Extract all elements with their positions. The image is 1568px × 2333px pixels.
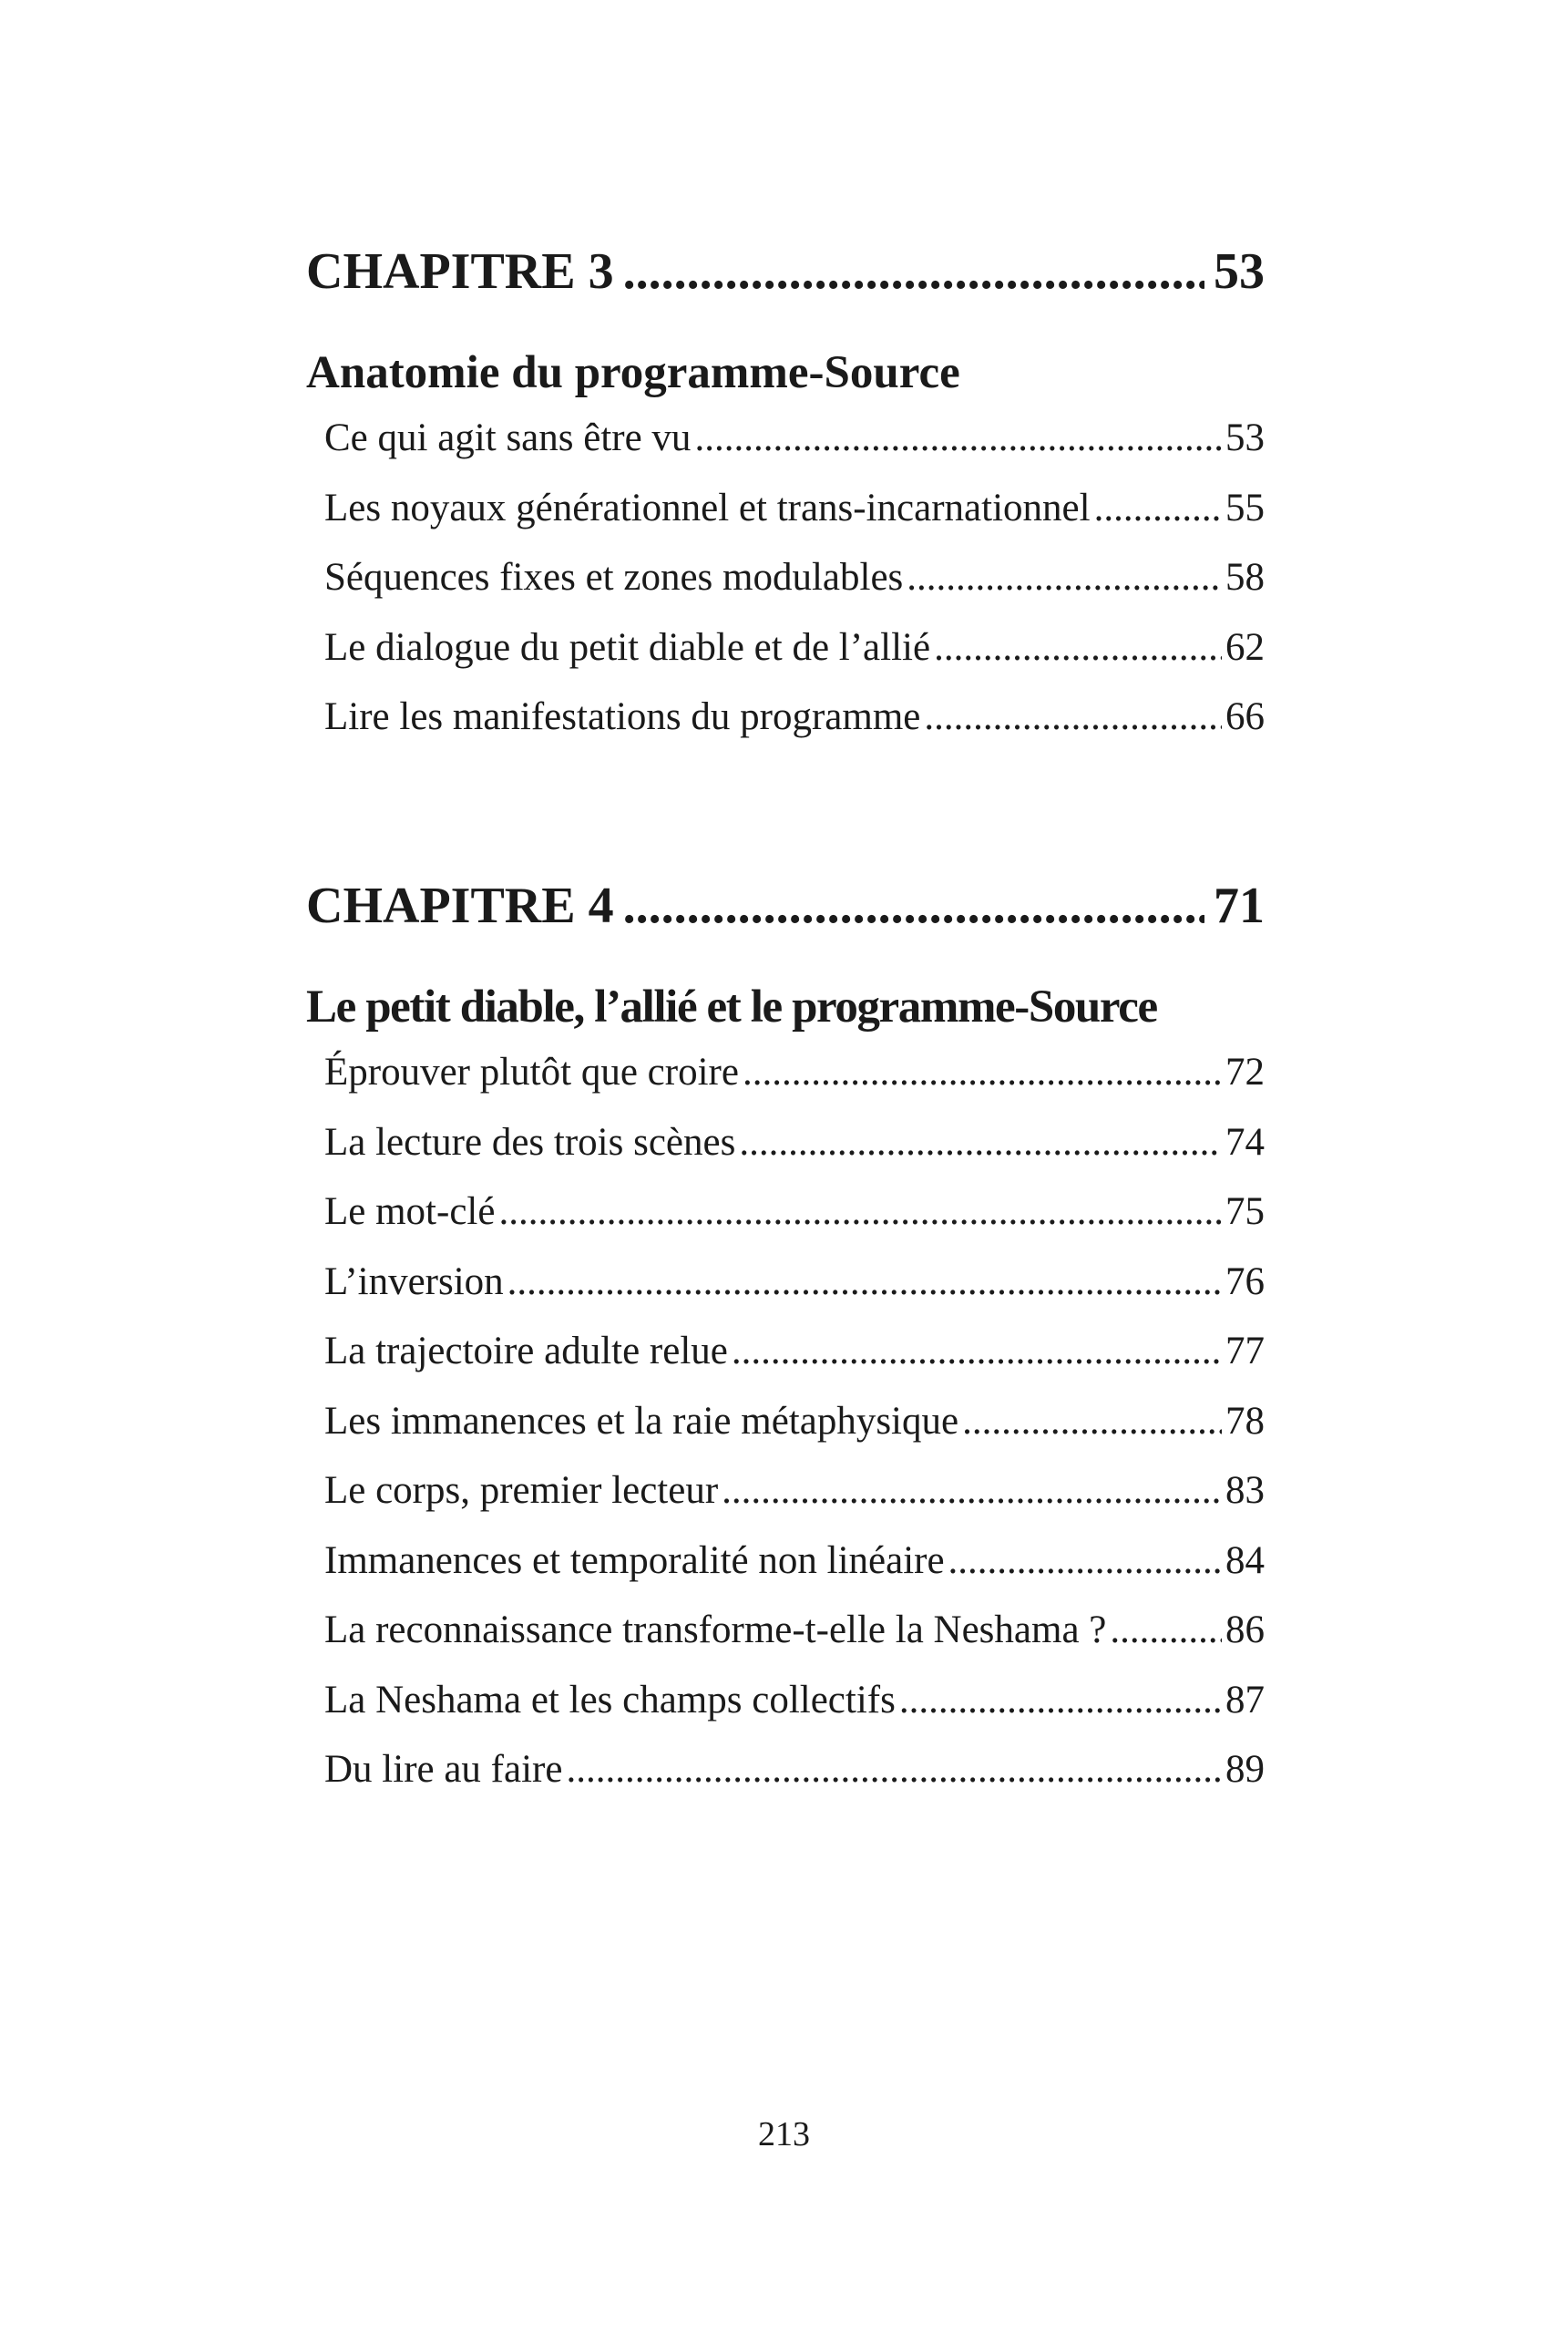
dot-leader: [1094, 486, 1222, 530]
toc-entry-title: Les immanences et la raie métaphysique: [324, 1399, 959, 1443]
toc-entry[interactable]: [306, 1608, 1265, 1678]
toc-entry-title: Immanences et temporalité non linéaire: [324, 1538, 945, 1582]
toc-entry[interactable]: [306, 1050, 1265, 1120]
dot-leader: [907, 555, 1222, 600]
dot-leader: [743, 1050, 1222, 1095]
dot-leader: [962, 1399, 1222, 1444]
dot-leader: [899, 1678, 1222, 1722]
toc-entry-title: Le corps, premier lecteur: [324, 1469, 719, 1512]
toc-entry-page: 72: [1225, 1051, 1265, 1094]
toc-entry-title: Séquences fixes et zones modulables: [324, 556, 904, 599]
toc-section-chapter-4: [306, 877, 1265, 1817]
toc-entry-title: Le mot-clé: [324, 1190, 496, 1233]
toc-entry-page: 66: [1225, 695, 1265, 738]
toc-entry-page: 58: [1225, 556, 1265, 599]
toc-entry-title: La reconnaissance transforme-t-elle la Neshama ?: [324, 1608, 1107, 1651]
toc-entry-title: Du lire au faire: [324, 1748, 563, 1791]
toc-entry-title: La lecture des trois scènes: [324, 1120, 736, 1164]
toc-entry-title: Ce qui agit sans être vu: [324, 416, 692, 459]
toc-entry-page: 84: [1225, 1538, 1265, 1582]
chapter-page-number: 53: [1214, 243, 1265, 300]
chapter-title: Le petit diable, l’allié et le programme-Source: [306, 982, 1157, 1033]
toc-entry[interactable]: [306, 555, 1265, 625]
toc-section-chapter-3: [306, 242, 1265, 765]
dot-leader: [732, 1329, 1222, 1373]
toc-entry-page: 86: [1225, 1608, 1265, 1651]
toc-entry-title: L’inversion: [324, 1259, 504, 1303]
toc-entry-page: 75: [1225, 1190, 1265, 1233]
toc-entry-title: La trajectoire adulte relue: [324, 1330, 728, 1372]
toc-entry[interactable]: [306, 416, 1265, 486]
toc-entry-page: 55: [1225, 486, 1265, 529]
toc-entry[interactable]: [306, 1747, 1265, 1817]
toc-entry-page: 78: [1225, 1399, 1265, 1443]
toc-entry-page: 53: [1225, 416, 1265, 459]
toc-entry[interactable]: [306, 1259, 1265, 1330]
toc-entry-page: 83: [1225, 1469, 1265, 1512]
toc-entry[interactable]: [306, 1399, 1265, 1469]
toc-entry-title: Le dialogue du petit diable et de l’allié: [324, 625, 931, 669]
toc-entry[interactable]: [306, 1329, 1265, 1399]
toc-entry-title: Lire les manifestations du programme: [324, 695, 921, 738]
toc-entry[interactable]: [306, 486, 1265, 556]
toc-entry-page: 89: [1225, 1748, 1265, 1791]
page-number: 213: [758, 2115, 810, 2153]
chapter-label: CHAPITRE 3: [306, 243, 614, 300]
chapter-title: Anatomie du programme-Source: [306, 347, 960, 398]
toc-entry-page: 77: [1225, 1330, 1265, 1372]
toc-entry[interactable]: [306, 1538, 1265, 1608]
toc-entry[interactable]: [306, 1678, 1265, 1748]
dot-leader: [507, 1259, 1222, 1304]
dot-leader: [948, 1538, 1222, 1583]
chapter-heading[interactable]: [306, 242, 1265, 315]
chapter-heading[interactable]: [306, 877, 1265, 950]
toc-entry[interactable]: [306, 694, 1265, 765]
toc-entry[interactable]: [306, 1189, 1265, 1259]
chapter-label: CHAPITRE 4: [306, 878, 614, 934]
dot-leader: [924, 694, 1222, 739]
toc-entry[interactable]: [306, 625, 1265, 695]
dot-leader: [623, 242, 1204, 301]
dot-leader: [694, 416, 1222, 460]
toc-entry-page: 76: [1225, 1259, 1265, 1303]
dot-leader: [739, 1120, 1222, 1165]
toc-entry[interactable]: [306, 1468, 1265, 1538]
toc-entry-title: Éprouver plutôt que croire: [324, 1051, 739, 1094]
toc-entry-page: 62: [1225, 625, 1265, 669]
dot-leader: [623, 877, 1204, 935]
dot-leader: [498, 1189, 1222, 1234]
toc-entry-page: 74: [1225, 1120, 1265, 1164]
dot-leader: [934, 625, 1222, 670]
toc-entry-title: Les noyaux générationnel et trans-incarnationnel: [324, 486, 1091, 529]
dot-leader: [566, 1747, 1222, 1792]
toc-entry-title: La Neshama et les champs collectifs: [324, 1678, 896, 1721]
toc-entry[interactable]: [306, 1120, 1265, 1190]
toc-entry-page: 87: [1225, 1678, 1265, 1721]
chapter-page-number: 71: [1214, 878, 1265, 934]
dot-leader: [722, 1468, 1222, 1513]
dot-leader: [1110, 1608, 1222, 1652]
